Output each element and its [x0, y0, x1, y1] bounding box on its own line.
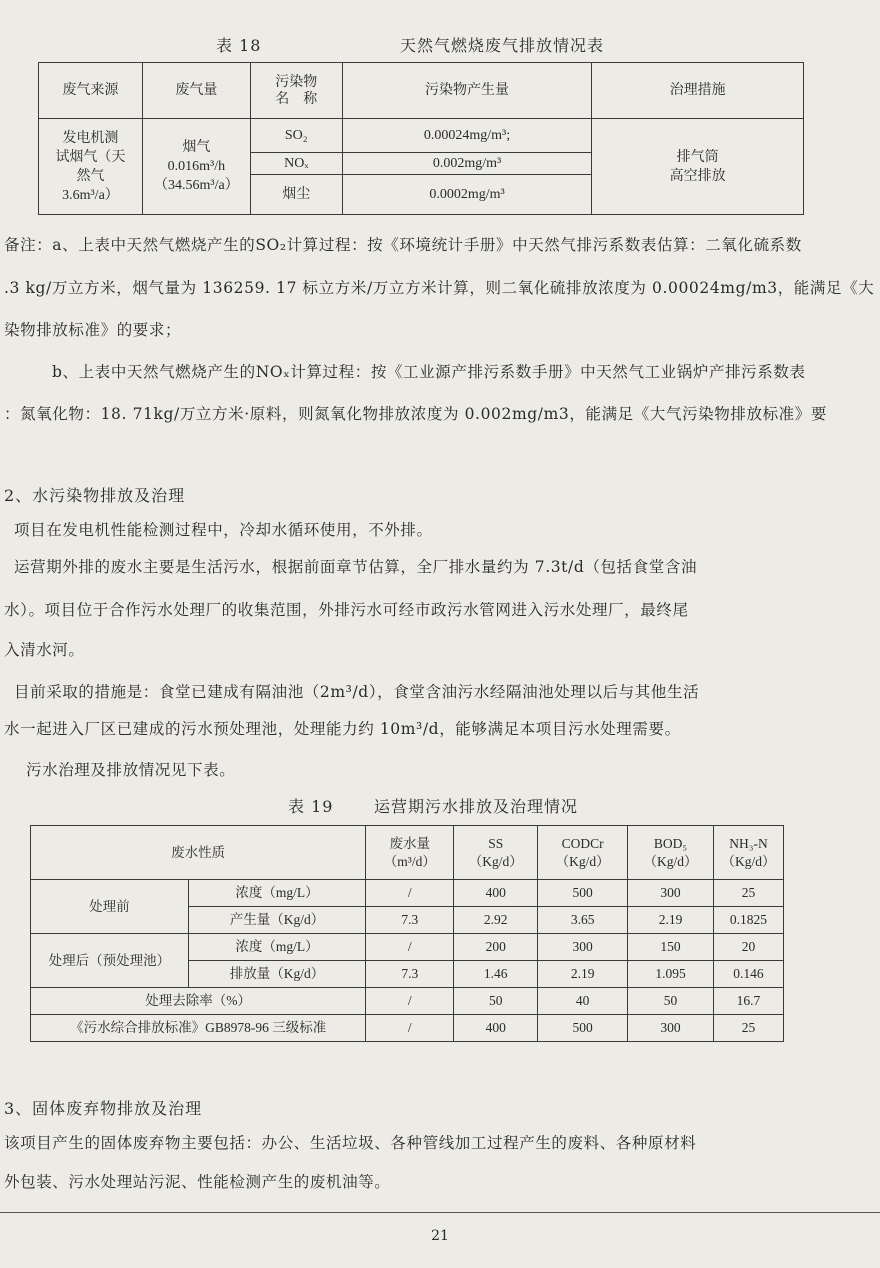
- note-a-line1: 备注：a、上表中天然气燃烧产生的SO₂计算过程：按《环境统计手册》中天然气排污系数表估算：二氧化硫系数: [4, 236, 802, 254]
- table18-header-amount: 污染物产生量: [342, 63, 592, 119]
- col-unit: （Kg/d）: [555, 853, 610, 869]
- table-cell: 1.46: [454, 961, 538, 988]
- table-cell: 0.146: [713, 961, 783, 988]
- table-cell: /: [366, 934, 454, 961]
- table18-header-pollutant: [250, 63, 342, 119]
- table-cell: 2.92: [454, 907, 538, 934]
- table-cell: 400: [454, 1015, 538, 1042]
- table18-number: 表 18: [216, 36, 262, 55]
- section2-heading: 2、水污染物排放及治理: [4, 486, 186, 505]
- table-cell: 0.1825: [713, 907, 783, 934]
- table-cell: 1.095: [628, 961, 714, 988]
- table18-measure-text: 排气筒 高空排放: [669, 149, 726, 184]
- note-a-line3: 染物排放标准》的要求；: [4, 321, 182, 339]
- table-cell: /: [366, 988, 454, 1015]
- table19-col-cod: [538, 826, 628, 880]
- table-cell: 7.3: [366, 961, 454, 988]
- table19-col-flow: [366, 826, 454, 880]
- note-b-line1: b、上表中天然气燃烧产生的NOₓ计算过程：按《工业源产排污系数手册》中天然气工业锅炉产排污系数表: [52, 363, 806, 381]
- table19-number: 表 19: [288, 797, 334, 816]
- table19-before-label: 处理前: [31, 880, 189, 934]
- table19-col-bod: [628, 826, 714, 880]
- section2-p2-line2: 水）。项目位于合作污水处理厂的收集范围，外排污水可经市政污水管网进入污水处理厂，最终尾: [4, 601, 689, 619]
- col-name: CODCr: [561, 835, 604, 851]
- section2-p4: 污水治理及排放情况见下表。: [26, 761, 236, 779]
- table-cell: 500: [538, 880, 628, 907]
- table19-after-label: 处理后（预处理池）: [31, 934, 189, 988]
- table-cell: 20: [713, 934, 783, 961]
- table19-standard-label: 《污水综合排放标准》GB8978-96 三级标准: [31, 1015, 366, 1042]
- table19-row-sub: 排放量（Kg/d）: [188, 961, 366, 988]
- table-cell: /: [366, 1015, 454, 1042]
- table-cell: 300: [628, 1015, 714, 1042]
- table18-source: [39, 119, 143, 215]
- table19-row-sub: 浓度（mg/L）: [188, 880, 366, 907]
- section2-p3-line2: 水一起进入厂区已建成的污水预处理池，处理能力约 10m³/d，能够满足本项目污水处理需要。: [4, 720, 681, 738]
- page-number: 21: [431, 1228, 449, 1244]
- col-unit: （Kg/d）: [643, 853, 698, 869]
- table-cell: 2.19: [538, 961, 628, 988]
- table-cell: 25: [713, 1015, 783, 1042]
- table18-amount-so2: 0.00024mg/m³;: [342, 119, 592, 153]
- table19-header-label: 废水性质: [31, 826, 366, 880]
- table-cell: 200: [454, 934, 538, 961]
- table19-row-sub: 浓度（mg/L）: [188, 934, 366, 961]
- col-name: 废水量: [389, 835, 431, 851]
- table18-measure: [592, 119, 804, 215]
- table-cell: 150: [628, 934, 714, 961]
- section3-p1-line1: 该项目产生的固体废弃物主要包括：办公、生活垃圾、各种管线加工过程产生的废料、各种原材料: [4, 1134, 697, 1152]
- table-cell: 7.3: [366, 907, 454, 934]
- table18-title: 天然气燃烧废气排放情况表: [400, 36, 605, 55]
- col-unit: （Kg/d）: [468, 853, 523, 869]
- table18-pollutant-so2: SO₂: [250, 119, 342, 153]
- section3-p1-line2: 外包装、污水处理站污泥、性能检测产生的废机油等。: [4, 1173, 391, 1191]
- table19-row-sub: 产生量（Kg/d）: [188, 907, 366, 934]
- table19-col-ss: [454, 826, 538, 880]
- table18: [38, 62, 804, 215]
- section2-p2-line3: 入清水河。: [4, 641, 85, 659]
- footer-rule: [0, 1212, 880, 1213]
- col-unit: （m³/d）: [383, 853, 436, 869]
- table-cell: 400: [454, 880, 538, 907]
- table19-col-nh3n: [713, 826, 783, 880]
- table-cell: 300: [628, 880, 714, 907]
- table18-header-pollutant-text: 污染物 名 称: [275, 74, 318, 107]
- table-cell: 3.65: [538, 907, 628, 934]
- col-name: BOD₅: [653, 835, 688, 851]
- table-cell: 50: [628, 988, 714, 1015]
- table18-volume-text: 烟气 0.016m³/h （34.56m³/a）: [154, 140, 239, 193]
- section2-p1: 项目在发电机性能检测过程中，冷却水循环使用，不外排。: [14, 521, 433, 539]
- section3-heading: 3、固体废弃物排放及治理: [4, 1099, 203, 1118]
- note-a-line2: .3 kg/万立方米，烟气量为 136259. 17 标立方米/万立方米计算，则二氧化硫排放浓度为 0.00024mg/m3，能满足《大: [4, 279, 875, 297]
- col-name: SS: [488, 835, 504, 851]
- table-cell: 16.7: [713, 988, 783, 1015]
- table-cell: 300: [538, 934, 628, 961]
- table18-volume: [142, 119, 250, 215]
- table-cell: 2.19: [628, 907, 714, 934]
- table-cell: 40: [538, 988, 628, 1015]
- table-cell: 500: [538, 1015, 628, 1042]
- table18-source-text: 发电机测 试烟气（天 然气 3.6m³/a）: [55, 130, 126, 203]
- col-name: NH₃-N: [729, 835, 768, 851]
- table19: [30, 825, 784, 1042]
- table-cell: /: [366, 880, 454, 907]
- section2-p3-line1: 目前采取的措施是：食堂已建成有隔油池（2m³/d），食堂含油污水经隔油池处理以后与其他生活: [14, 683, 700, 701]
- table19-removal-label: 处理去除率（%）: [31, 988, 366, 1015]
- table18-amount-nox: 0.002mg/m³: [342, 153, 592, 175]
- table18-header-volume: 废气量: [142, 63, 250, 119]
- section2-p2-line1: 运营期外排的废水主要是生活污水，根据前面章节估算，全厂排水量约为 7.3t/d（包括食堂含油: [14, 558, 698, 576]
- table18-pollutant-nox: NOₓ: [250, 153, 342, 175]
- table19-title: 运营期污水排放及治理情况: [374, 797, 579, 816]
- table18-header-source: 废气来源: [39, 63, 143, 119]
- table18-amount-dust: 0.0002mg/m³: [342, 175, 592, 215]
- table-cell: 50: [454, 988, 538, 1015]
- table18-header-measure: 治理措施: [592, 63, 804, 119]
- note-b-line2: ：氮氧化物：18. 71kg/万立方米·原料，则氮氧化物排放浓度为 0.002mg/m3，能满足《大气污染物排放标准》要: [4, 405, 827, 423]
- table18-pollutant-dust: 烟尘: [250, 175, 342, 215]
- col-unit: （Kg/d）: [721, 853, 776, 869]
- table-cell: 25: [713, 880, 783, 907]
